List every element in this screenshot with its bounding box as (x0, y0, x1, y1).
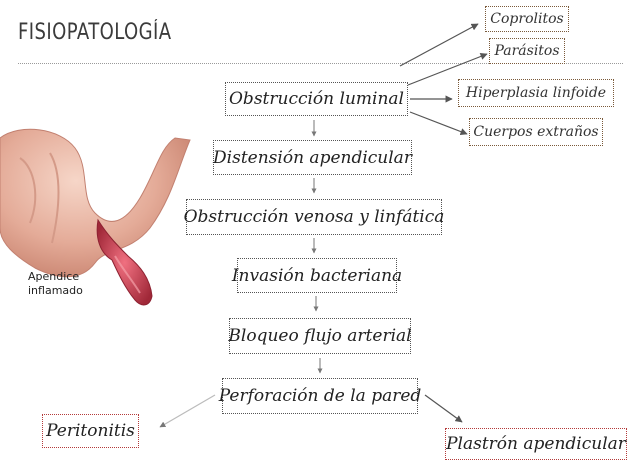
step-bloqueo-flujo: Bloqueo flujo arterial (229, 318, 411, 354)
step-obstruccion-luminal: Obstrucción luminal (225, 82, 408, 116)
cause-parasitos: Parásitos (489, 38, 565, 64)
cause-coprolitos: Coprolitos (485, 6, 569, 32)
arrow-to-peritonitis (160, 395, 215, 427)
slide-title: FISIOPATOLOGÍA (18, 20, 172, 45)
outcome-peritonitis: Peritonitis (42, 414, 139, 448)
step-invasion-bacteriana: Invasión bacteriana (237, 258, 397, 293)
outcome-plastron-apendicular: Plastrón apendicular (445, 428, 627, 460)
cause-cuerpos-extranos: Cuerpos extraños (469, 118, 603, 146)
arrow-to-plastron (425, 395, 462, 422)
arrow-to-coprolitos (400, 24, 478, 66)
cause-hiperplasia-linfoide: Hiperplasia linfoide (458, 79, 614, 107)
arrow-to-cuerpos (410, 112, 467, 134)
step-perforacion-pared: Perforación de la pared (222, 378, 418, 414)
caption-line-2: inflamado (28, 284, 83, 297)
step-obstruccion-venosa: Obstrucción venosa y linfática (186, 199, 442, 235)
step-distension-apendicular: Distensión apendicular (213, 140, 412, 175)
caption-line-1: Apendice (28, 270, 80, 283)
